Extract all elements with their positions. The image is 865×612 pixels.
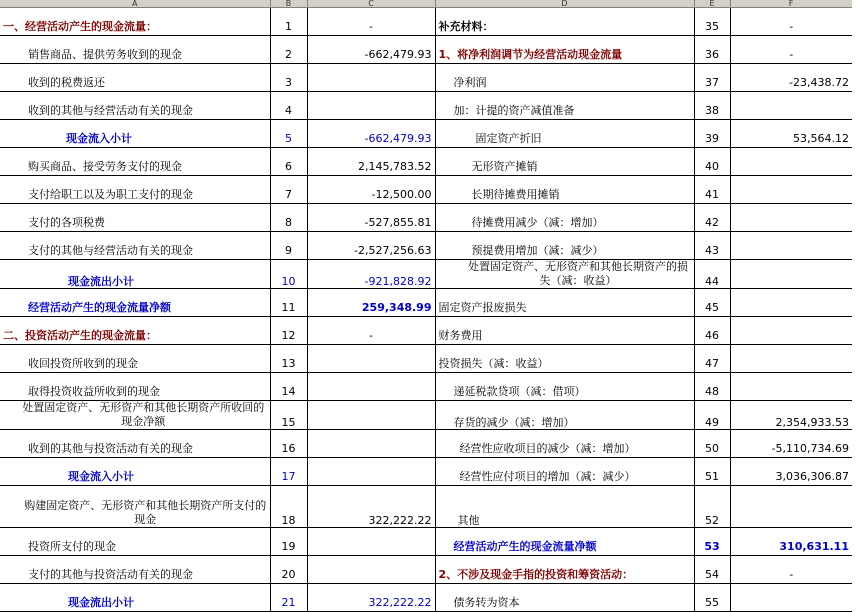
cell-e[interactable]: 55 xyxy=(694,584,730,612)
cell-b[interactable]: 3 xyxy=(270,64,307,92)
column-header-c[interactable]: C xyxy=(307,0,435,8)
cell-a[interactable]: 收到的其他与经营活动有关的现金 xyxy=(0,92,270,120)
cell-d[interactable]: 处置固定资产、无形资产和其他长期资产的损失（减：收益） xyxy=(435,260,694,289)
cell-a[interactable]: 销售商品、提供劳务收到的现金 xyxy=(0,36,270,64)
cell-d[interactable]: 经营性应收项目的减少（减：增加） xyxy=(435,430,694,458)
cell-e[interactable]: 47 xyxy=(694,345,730,373)
cell-e[interactable]: 54 xyxy=(694,556,730,584)
table-row xyxy=(0,317,852,345)
table-row xyxy=(0,486,852,528)
cell-d[interactable]: 债务转为资本 xyxy=(435,584,694,612)
cell-e[interactable]: 39 xyxy=(694,120,730,148)
cell-c[interactable] xyxy=(307,345,435,373)
cell-d[interactable]: 1、将净利润调节为经营活动现金流量 xyxy=(435,36,694,64)
cell-f[interactable]: 2,354,933.53 xyxy=(730,401,852,430)
cell-f[interactable] xyxy=(730,176,852,204)
cell-b[interactable]: 15 xyxy=(270,401,307,430)
cell-d[interactable]: 无形资产摊销 xyxy=(435,148,694,176)
cell-c[interactable] xyxy=(307,64,435,92)
cell-a[interactable]: 现金流入小计 xyxy=(0,458,270,486)
cell-b[interactable]: 20 xyxy=(270,556,307,584)
cell-c[interactable]: 259,348.99 xyxy=(307,289,435,317)
cell-d[interactable]: 经营性应付项目的增加（减：减少） xyxy=(435,458,694,486)
cell-e[interactable]: 44 xyxy=(694,260,730,289)
cell-f[interactable]: 53,564.12 xyxy=(730,120,852,148)
cell-b[interactable]: 17 xyxy=(270,458,307,486)
cell-c[interactable] xyxy=(307,528,435,556)
cell-d[interactable]: 补充材料： xyxy=(435,8,694,36)
cell-a[interactable]: 二、投资活动产生的现金流量： xyxy=(0,317,270,345)
column-header-f[interactable]: F xyxy=(730,0,852,8)
cell-b[interactable]: 6 xyxy=(270,148,307,176)
cell-c[interactable] xyxy=(307,430,435,458)
table-row xyxy=(0,8,852,36)
cell-b[interactable]: 16 xyxy=(270,430,307,458)
table-row xyxy=(0,232,852,260)
cell-a[interactable]: 支付的其他与投资活动有关的现金 xyxy=(0,556,270,584)
cell-e[interactable]: 52 xyxy=(694,486,730,528)
cell-f[interactable] xyxy=(730,148,852,176)
cell-a[interactable]: 现金流出小计 xyxy=(0,260,270,289)
cell-f[interactable] xyxy=(730,373,852,401)
cell-e[interactable]: 46 xyxy=(694,317,730,345)
cell-e[interactable]: 51 xyxy=(694,458,730,486)
cell-b[interactable]: 2 xyxy=(270,36,307,64)
cell-e[interactable]: 42 xyxy=(694,204,730,232)
cell-a[interactable]: 收到的其他与投资活动有关的现金 xyxy=(0,430,270,458)
cell-c[interactable]: -2,527,256.63 xyxy=(307,232,435,260)
cell-b[interactable]: 18 xyxy=(270,486,307,528)
cell-e[interactable]: 43 xyxy=(694,232,730,260)
cell-d[interactable]: 加：计提的资产减值准备 xyxy=(435,92,694,120)
cell-a[interactable]: 取得投资收益所收到的现金 xyxy=(0,373,270,401)
cell-c[interactable]: - xyxy=(307,317,435,345)
cell-e[interactable]: 35 xyxy=(694,8,730,36)
cell-c[interactable]: -12,500.00 xyxy=(307,176,435,204)
table-row xyxy=(0,430,852,458)
cell-d[interactable]: 财务费用 xyxy=(435,317,694,345)
column-header-b[interactable]: B xyxy=(270,0,307,8)
column-header-d[interactable]: D xyxy=(435,0,694,8)
cell-c[interactable] xyxy=(307,556,435,584)
cell-d[interactable]: 递延税款贷项（减：借项） xyxy=(435,373,694,401)
cell-b[interactable]: 21 xyxy=(270,584,307,612)
table-row xyxy=(0,556,852,584)
cell-c[interactable]: -527,855.81 xyxy=(307,204,435,232)
cell-a[interactable]: 现金流出小计 xyxy=(0,584,270,612)
cell-c[interactable] xyxy=(307,92,435,120)
cell-a[interactable]: 一、经营活动产生的现金流量： xyxy=(0,8,270,36)
table-row xyxy=(0,373,852,401)
table-row xyxy=(0,528,852,556)
cell-d[interactable]: 预提费用增加（减：减少） xyxy=(435,232,694,260)
cell-b[interactable]: 10 xyxy=(270,260,307,289)
table-row xyxy=(0,36,852,64)
cell-d[interactable]: 经营活动产生的现金流量净额 xyxy=(435,528,694,556)
cell-c[interactable] xyxy=(307,373,435,401)
cell-c[interactable] xyxy=(307,401,435,430)
cell-f[interactable]: - xyxy=(730,556,852,584)
cell-d[interactable]: 投资损失（减：收益） xyxy=(435,345,694,373)
cell-d[interactable]: 长期待摊费用摊销 xyxy=(435,176,694,204)
table-row xyxy=(0,176,852,204)
cell-a[interactable]: 收到的税费返还 xyxy=(0,64,270,92)
cell-d[interactable]: 固定资产报废损失 xyxy=(435,289,694,317)
cell-f[interactable] xyxy=(730,317,852,345)
cell-c[interactable] xyxy=(307,458,435,486)
table-row xyxy=(0,584,852,612)
cell-a[interactable]: 购建固定资产、无形资产和其他长期资产所支付的现金 xyxy=(0,486,270,528)
cell-b[interactable]: 19 xyxy=(270,528,307,556)
cell-d[interactable]: 待摊费用减少（减：增加） xyxy=(435,204,694,232)
cell-f[interactable] xyxy=(730,260,852,289)
cell-f[interactable] xyxy=(730,345,852,373)
cell-a[interactable]: 支付给职工以及为职工支付的现金 xyxy=(0,176,270,204)
table-row xyxy=(0,458,852,486)
cell-e[interactable]: 49 xyxy=(694,401,730,430)
cell-e[interactable]: 50 xyxy=(694,430,730,458)
cell-e[interactable]: 41 xyxy=(694,176,730,204)
cell-f[interactable]: -23,438.72 xyxy=(730,64,852,92)
cell-c[interactable]: 322,222.22 xyxy=(307,584,435,612)
cell-c[interactable]: -921,828.92 xyxy=(307,260,435,289)
cell-e[interactable]: 53 xyxy=(694,528,730,556)
cell-d[interactable]: 净利润 xyxy=(435,64,694,92)
table-row xyxy=(0,120,852,148)
table-row xyxy=(0,401,852,430)
cell-b[interactable]: 13 xyxy=(270,345,307,373)
column-header-e[interactable]: E xyxy=(694,0,730,8)
cell-e[interactable]: 48 xyxy=(694,373,730,401)
cell-a[interactable]: 投资所支付的现金 xyxy=(0,528,270,556)
cell-b[interactable]: 7 xyxy=(270,176,307,204)
table-row xyxy=(0,204,852,232)
cell-d[interactable]: 固定资产折旧 xyxy=(435,120,694,148)
cell-e[interactable]: 37 xyxy=(694,64,730,92)
cell-e[interactable]: 38 xyxy=(694,92,730,120)
cell-c[interactable]: 322,222.22 xyxy=(307,486,435,528)
cell-f[interactable]: -5,110,734.69 xyxy=(730,430,852,458)
cell-f[interactable] xyxy=(730,289,852,317)
cell-a[interactable]: 支付的其他与经营活动有关的现金 xyxy=(0,232,270,260)
table-row xyxy=(0,289,852,317)
cell-b[interactable]: 11 xyxy=(270,289,307,317)
cell-f[interactable]: - xyxy=(730,36,852,64)
table-row xyxy=(0,64,852,92)
column-header-a[interactable]: A xyxy=(0,0,270,8)
cell-f[interactable]: - xyxy=(730,8,852,36)
cell-d[interactable]: 2、不涉及现金手指的投资和筹资活动： xyxy=(435,556,694,584)
cell-e[interactable]: 36 xyxy=(694,36,730,64)
cell-a[interactable]: 处置固定资产、无形资产和其他长期资产所收回的现金净额 xyxy=(0,401,270,430)
table-row xyxy=(0,260,852,289)
cell-a[interactable]: 经营活动产生的现金流量净额 xyxy=(0,289,270,317)
cell-e[interactable]: 40 xyxy=(694,148,730,176)
cell-d[interactable]: 其他 xyxy=(435,486,694,528)
cell-f[interactable] xyxy=(730,204,852,232)
cell-f[interactable]: 3,036,306.87 xyxy=(730,458,852,486)
cell-e[interactable]: 45 xyxy=(694,289,730,317)
cell-b[interactable]: 4 xyxy=(270,92,307,120)
cell-f[interactable] xyxy=(730,232,852,260)
cell-a[interactable]: 现金流入小计 xyxy=(0,120,270,148)
cell-a[interactable]: 购买商品、接受劳务支付的现金 xyxy=(0,148,270,176)
cell-f[interactable] xyxy=(730,486,852,528)
cell-d[interactable]: 存货的减少（减：增加） xyxy=(435,401,694,430)
sheet-margin xyxy=(852,0,865,573)
table-row xyxy=(0,148,852,176)
cell-b[interactable]: 9 xyxy=(270,232,307,260)
cell-b[interactable]: 12 xyxy=(270,317,307,345)
cell-f[interactable]: 310,631.11 xyxy=(730,528,852,556)
table-row xyxy=(0,345,852,373)
cell-b[interactable]: 1 xyxy=(270,8,307,36)
cell-b[interactable]: 8 xyxy=(270,204,307,232)
cell-c[interactable]: 2,145,783.52 xyxy=(307,148,435,176)
cell-a[interactable]: 收回投资所收到的现金 xyxy=(0,345,270,373)
cell-c[interactable]: - xyxy=(307,8,435,36)
cell-c[interactable]: -662,479.93 xyxy=(307,120,435,148)
cell-f[interactable] xyxy=(730,584,852,612)
cell-f[interactable] xyxy=(730,92,852,120)
table-row xyxy=(0,92,852,120)
column-header-row xyxy=(0,0,852,8)
cell-b[interactable]: 5 xyxy=(270,120,307,148)
cell-b[interactable]: 14 xyxy=(270,373,307,401)
cell-a[interactable]: 支付的各项税费 xyxy=(0,204,270,232)
cell-c[interactable]: -662,479.93 xyxy=(307,36,435,64)
